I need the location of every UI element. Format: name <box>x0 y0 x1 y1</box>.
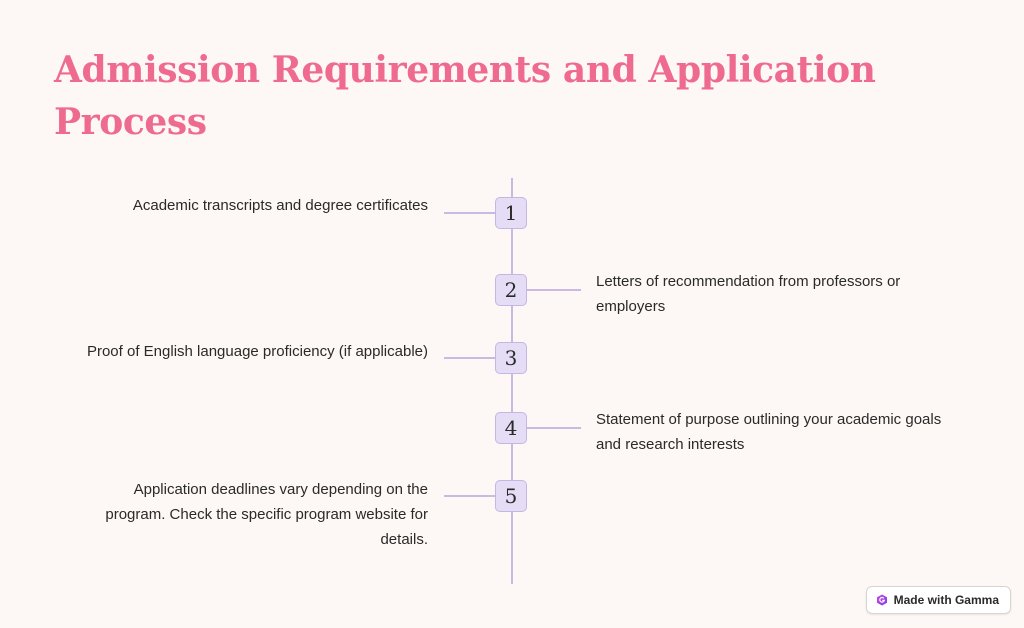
step-5-number: 5 <box>495 480 527 512</box>
timeline-line <box>511 178 513 584</box>
step-3-text: Proof of English language proficiency (if applicable) <box>86 343 428 360</box>
made-with-gamma-button[interactable] <box>866 586 1011 614</box>
step-5-text: Application deadlines vary depending on the program. Check the specific program website for details. <box>105 481 428 548</box>
step-1-connector <box>444 212 496 214</box>
step-1-text: Academic transcripts and degree certificates <box>132 197 428 214</box>
made-with-gamma-label: Made with Gamma <box>893 593 999 607</box>
step-3-connector <box>444 357 496 359</box>
step-4-text: Statement of purpose outlining your academic goals and research interests <box>596 411 942 453</box>
gamma-logo-icon <box>876 594 888 606</box>
step-3-number: 3 <box>495 342 527 374</box>
step-1-number: 1 <box>495 197 527 229</box>
step-4-connector <box>526 427 581 429</box>
step-2-number: 2 <box>495 274 527 306</box>
step-2-text: Letters of recommendation from professors or employers <box>596 273 901 315</box>
step-4-number: 4 <box>495 412 527 444</box>
step-2-connector <box>526 289 581 291</box>
page-title: Admission Requirements and Application Process <box>54 49 876 143</box>
step-5-connector <box>444 495 496 497</box>
